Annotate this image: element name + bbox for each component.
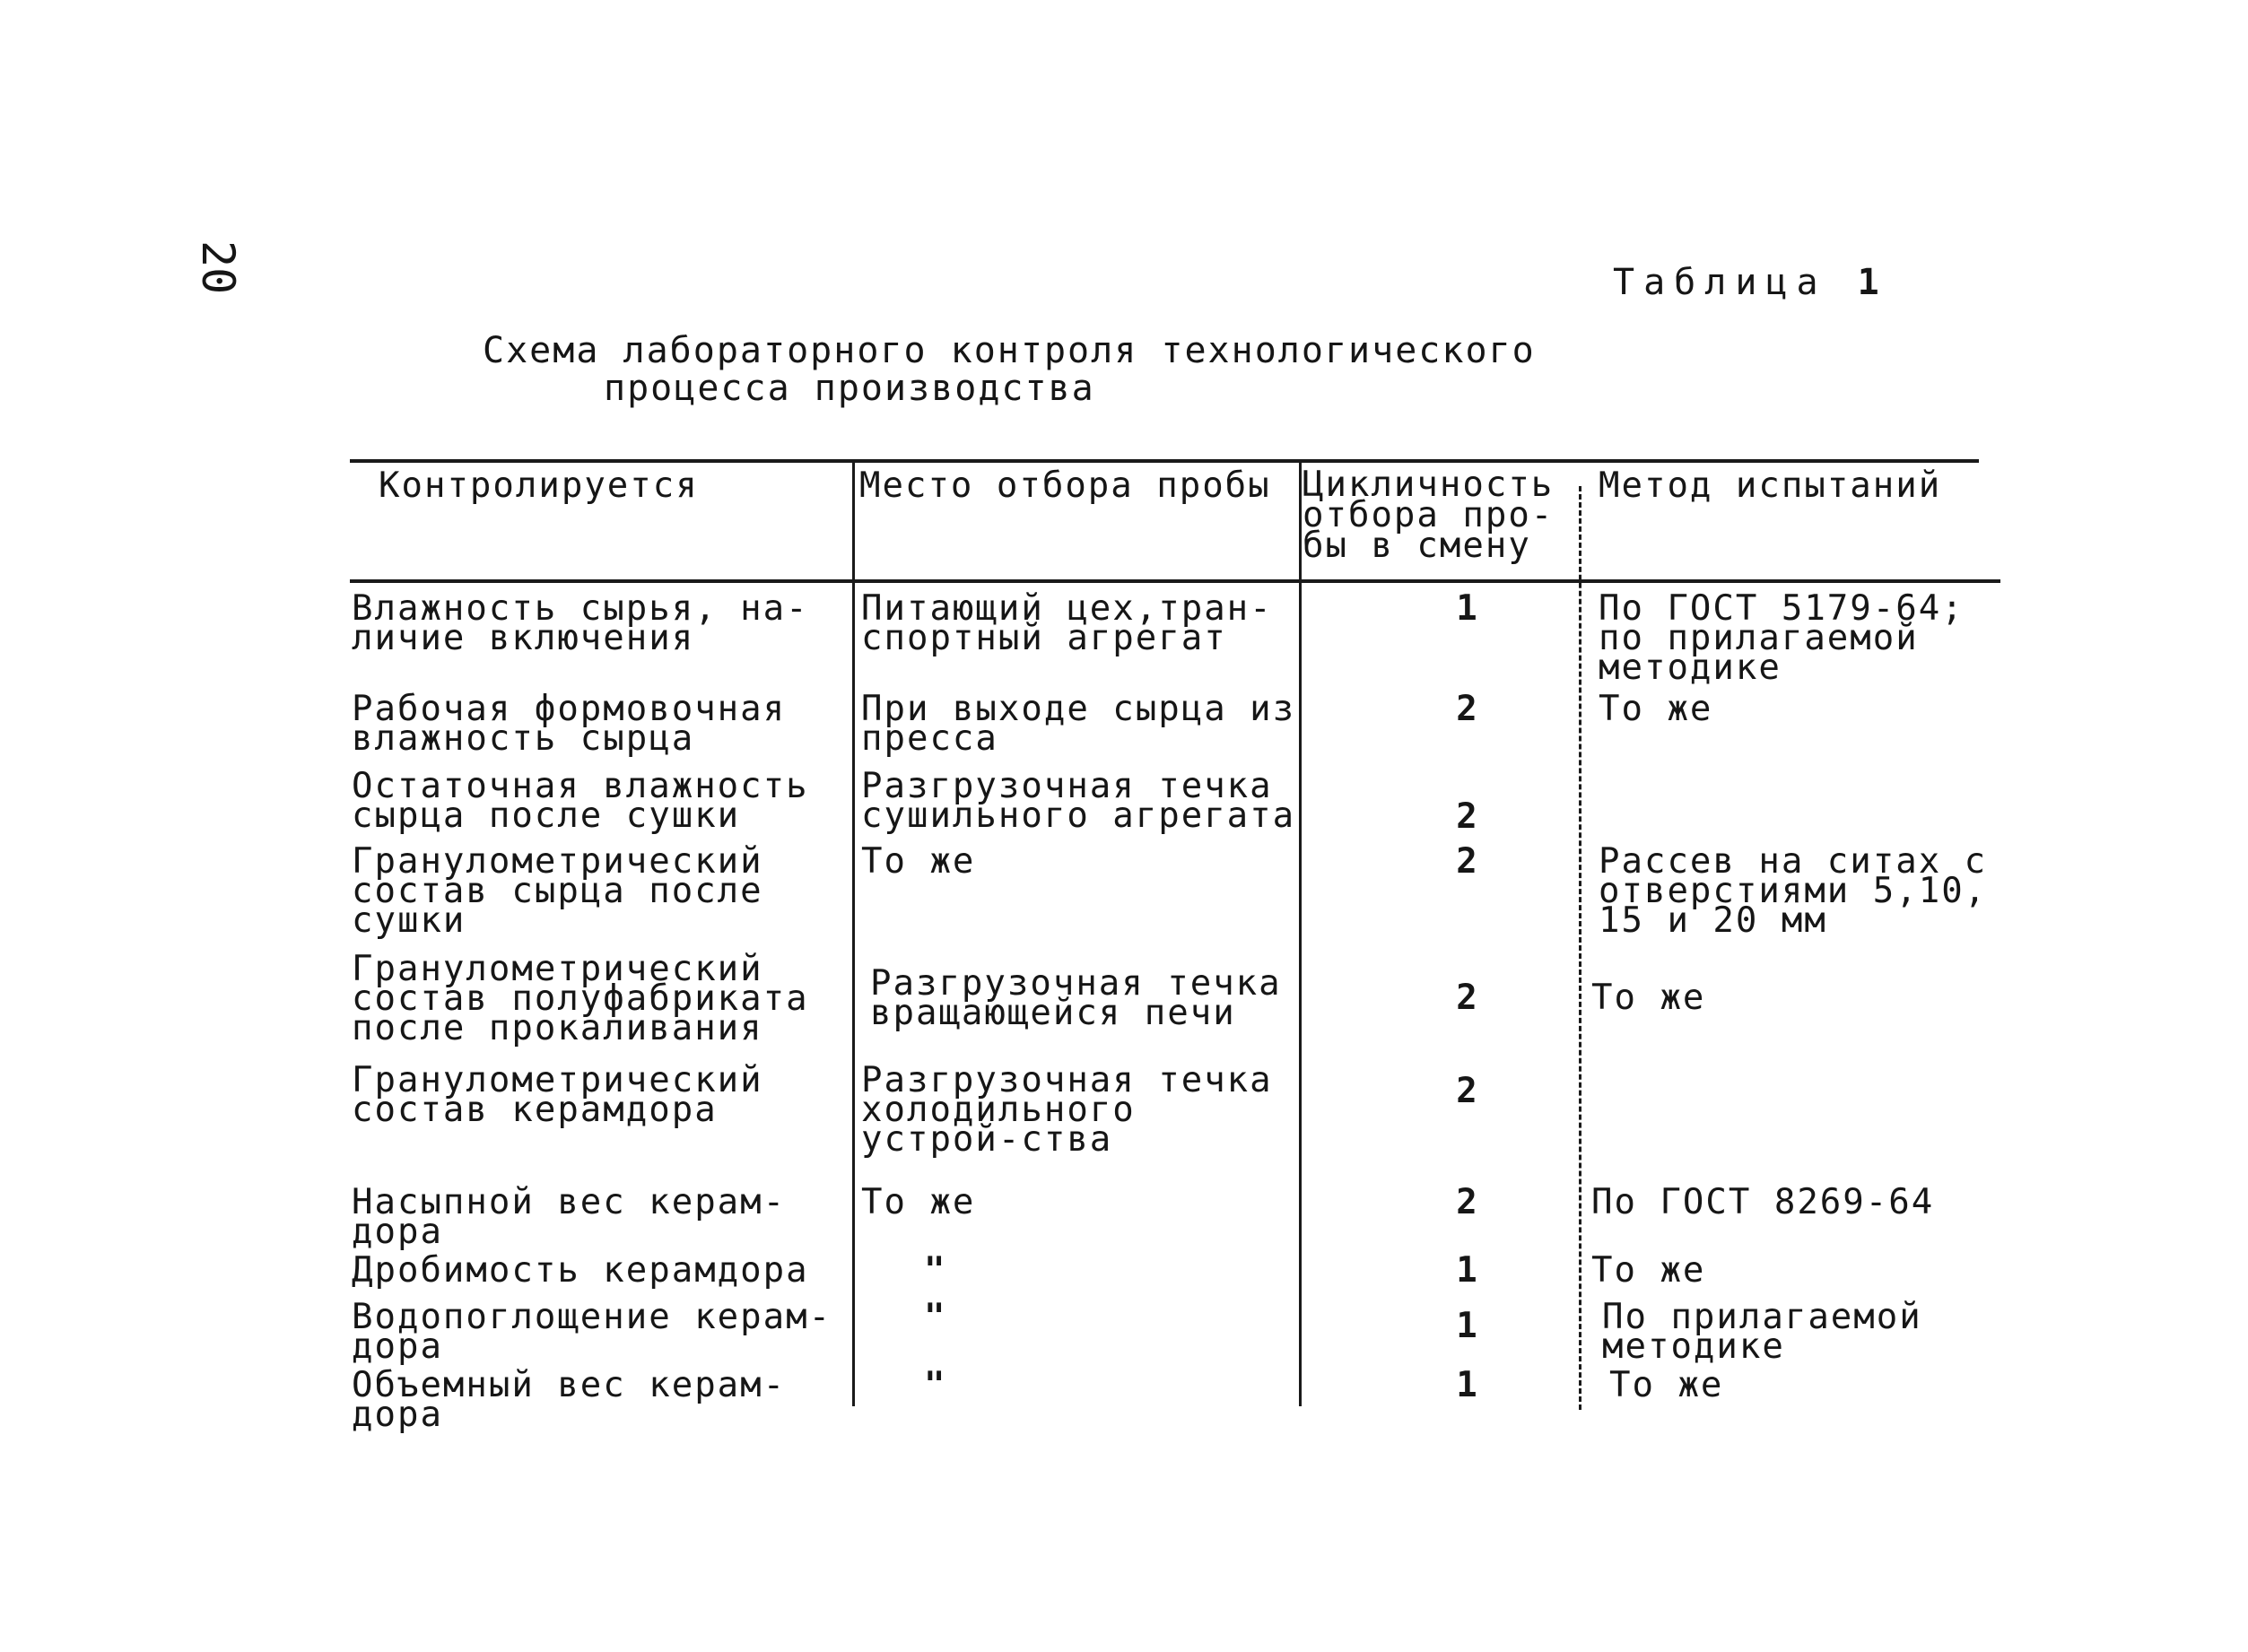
cell-controlled: Дробимость керамдора	[352, 1250, 809, 1291]
cell-cycles: 1	[1456, 1250, 1479, 1291]
header-sampling-place: Место отбора пробы	[859, 465, 1271, 506]
cell-test-method: По прилагаемой методике	[1602, 1297, 1922, 1367]
cell-controlled: Гранулометрический состав сырца после сушки	[352, 841, 763, 941]
cell-test-method: То же	[1591, 1250, 1706, 1291]
cell-controlled: Рабочая формовочная влажность сырца	[352, 689, 787, 759]
cell-cycles: 2	[1456, 1182, 1479, 1222]
cell-sampling-place: То же	[861, 841, 976, 882]
cell-cycles: 2	[1456, 1071, 1479, 1111]
cell-controlled: Водопоглощение керам-дора	[352, 1297, 832, 1367]
cell-test-method: Рассев на ситах с отверстиями 5,10, 15 и 20 мм	[1599, 841, 1988, 941]
cell-controlled: Влажность сырья, на-личие включения	[352, 588, 809, 658]
cell-controlled: Объемный вес керам-дора	[352, 1365, 787, 1435]
table-top-rule	[350, 459, 1979, 463]
cell-test-method: По ГОСТ 5179-64; по прилагаемой методике	[1599, 588, 1965, 688]
cell-sampling-place: То же	[861, 1182, 976, 1222]
cell-sampling-place: "	[924, 1250, 947, 1291]
cell-cycles: 2	[1456, 689, 1479, 729]
cell-controlled: Насыпной вес керам-дора	[352, 1182, 787, 1252]
cell-sampling-place: Разгрузочная течка холодильного устрой-ства	[861, 1060, 1273, 1160]
header-cycles: Цикличность отбора про-бы в смену	[1303, 465, 1555, 566]
cell-test-method: То же	[1591, 978, 1706, 1018]
cell-cycles: 1	[1456, 1306, 1479, 1346]
cell-sampling-place: Разгрузочная течка сушильного агрегата	[861, 766, 1296, 836]
page-number: 20	[192, 240, 244, 295]
cell-controlled: Гранулометрический состав керамдора	[352, 1060, 763, 1130]
table-caption	[483, 332, 1536, 407]
cell-test-method: По ГОСТ 8269-64	[1591, 1182, 1935, 1222]
cell-cycles: 2	[1456, 978, 1479, 1018]
cell-controlled: Гранулометрический состав полуфабриката после прокаливания	[352, 949, 809, 1048]
cell-controlled: Остаточная влажность сырца после сушки	[352, 766, 809, 836]
cell-cycles: 1	[1456, 1365, 1479, 1405]
table-label-number: 1	[1857, 262, 1879, 303]
cell-cycles: 2	[1456, 796, 1479, 837]
header-test-method: Метод испытаний	[1599, 465, 1942, 506]
cell-sampling-place: "	[924, 1297, 947, 1337]
cell-sampling-place: При выходе сырца из пресса	[861, 689, 1296, 759]
cell-cycles: 1	[1456, 588, 1479, 629]
cell-sampling-place: "	[924, 1365, 947, 1405]
table-label	[1613, 262, 1879, 303]
cell-sampling-place: Питающий цех,тран-спортный агрегат	[861, 588, 1273, 658]
column-divider-3	[1579, 486, 1581, 1410]
cell-test-method: То же	[1599, 689, 1713, 729]
caption-line-2: процесса производства	[604, 368, 1095, 409]
cell-sampling-place: Разгрузочная течка вращающейся печи	[870, 963, 1282, 1033]
table-label-word: Таблица	[1613, 262, 1827, 303]
cell-test-method: То же	[1609, 1365, 1724, 1405]
cell-cycles: 2	[1456, 841, 1479, 882]
caption-line-1: Схема лабораторного контроля технологического	[483, 330, 1536, 371]
table-header-rule	[350, 579, 2000, 583]
header-controlled: Контролируется	[379, 465, 699, 506]
